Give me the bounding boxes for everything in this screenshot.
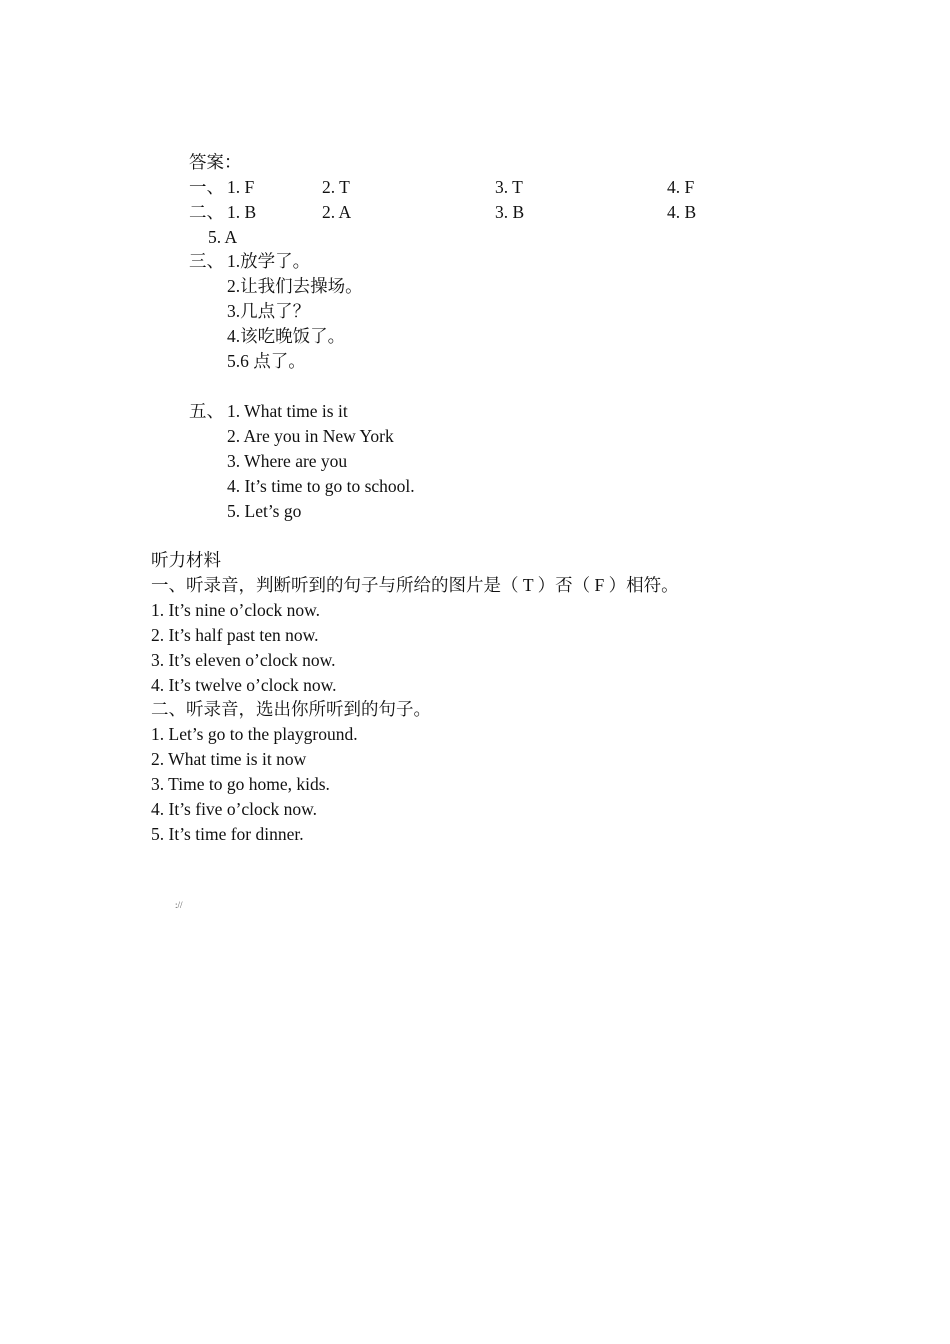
listening-part2-heading: 二、听录音，选出你所听到的句子。 xyxy=(151,699,431,719)
answer-item: 1. B xyxy=(227,202,257,222)
listening-item: 1. Let’s go to the playground. xyxy=(151,724,358,744)
listening-title: 听力材料 xyxy=(151,550,221,570)
answer-item: 2. Are you in New York xyxy=(227,426,394,446)
answer-item: 5.6 点了。 xyxy=(227,351,306,371)
answer-item: 3. Where are you xyxy=(227,451,348,471)
answer-item: 3. T xyxy=(495,177,523,197)
answer-item: 2. T xyxy=(322,177,350,197)
listening-item: 4. It’s five o’clock now. xyxy=(151,799,318,819)
answer-item: 4. F xyxy=(667,177,695,197)
listening-item: 3. It’s eleven o’clock now. xyxy=(151,650,336,670)
section-label: 五、 xyxy=(189,401,224,421)
answer-item: 5. A xyxy=(208,227,238,247)
answer-item: 4.该吃晚饭了。 xyxy=(227,326,346,346)
section-label: 一、 xyxy=(189,177,224,197)
answer-item: 3. B xyxy=(495,202,525,222)
answer-item: 2. A xyxy=(322,202,352,222)
answers-title: 答案： xyxy=(189,152,242,172)
answer-item: 4. It’s time to go to school. xyxy=(227,476,415,496)
answer-item: 1. What time is it xyxy=(227,401,348,421)
answer-item: 5. Let’s go xyxy=(227,501,302,521)
listening-item: 2. What time is it now xyxy=(151,749,307,769)
footer-mark: :// xyxy=(175,900,183,910)
answer-item: 4. B xyxy=(667,202,697,222)
section-label: 二、 xyxy=(189,202,224,222)
listening-item: 3. Time to go home, kids. xyxy=(151,774,330,794)
listening-item: 5. It’s time for dinner. xyxy=(151,824,304,844)
answer-item: 3.几点了？ xyxy=(227,301,311,321)
answer-item: 2.让我们去操场。 xyxy=(227,276,363,296)
listening-item: 4. It’s twelve o’clock now. xyxy=(151,675,337,695)
answer-item: 1. F xyxy=(227,177,255,197)
section-label: 三、 xyxy=(189,251,224,271)
answer-item: 1.放学了。 xyxy=(227,251,311,271)
listening-item: 2. It’s half past ten now. xyxy=(151,625,319,645)
listening-part1-heading: 一、听录音，判断听到的句子与所给的图片是（ T ）否（ F ）相符。 xyxy=(151,575,679,595)
listening-item: 1. It’s nine o’clock now. xyxy=(151,600,320,620)
